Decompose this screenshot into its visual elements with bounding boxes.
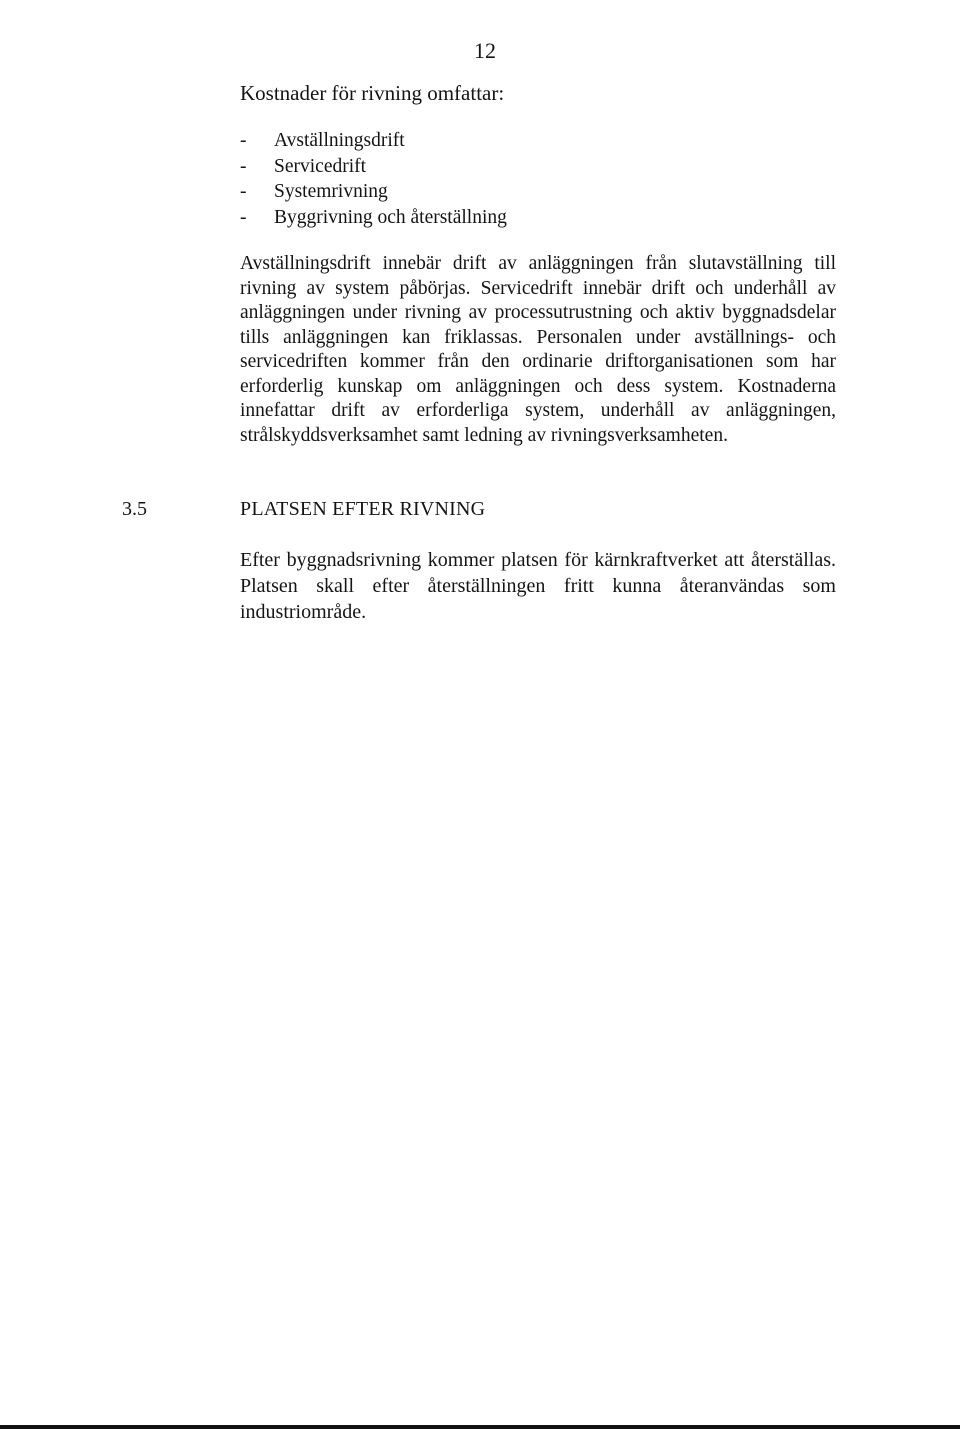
cost-items-list (240, 128, 507, 230)
list-item-label: Avställningsdrift (274, 130, 405, 151)
page-number: 12 (474, 38, 496, 63)
intro-heading: Kostnader för rivning omfattar: (240, 81, 505, 105)
list-dash: - (240, 181, 247, 202)
list-item-label: Systemrivning (274, 181, 388, 202)
list-dash: - (240, 155, 247, 177)
list-item-label: Byggrivning och återställning (274, 206, 507, 228)
section-title: PLATSEN EFTER RIVNING (240, 498, 486, 520)
section-paragraph: Efter byggnadsrivning kommer platsen för kärnkraftverket att återställas. Platsen skall efter återställningen fritt kunna återanvändas som industriområde. (240, 549, 836, 623)
bottom-rule (0, 1425, 960, 1429)
list-item (240, 179, 507, 205)
list-item (240, 128, 507, 154)
list-item-label: Servicedrift (274, 155, 367, 177)
section-number: 3.5 (122, 498, 147, 520)
list-item (240, 154, 507, 180)
body-paragraph: Avställningsdrift innebär drift av anläggningen från slutavställning till rivning av system påbörjas. Servicedrift innebär drift och underhåll av anläggningen under rivning av processutrustning och aktiv byggnadsdelar tills anläggningen kan friklassas. Personalen under avställnings- och servicedriften kommer från den ordinarie driftorganisationen som har erforderlig kunskap om anläggningen och dess system. Kostnaderna innefattar drift av erforderliga system, underhåll av anläggningen, strålskyddsverksamhet samt ledning av rivningsverksamheten. (240, 253, 836, 446)
list-dash: - (240, 206, 247, 228)
list-dash: - (240, 130, 247, 151)
list-item (240, 205, 507, 231)
